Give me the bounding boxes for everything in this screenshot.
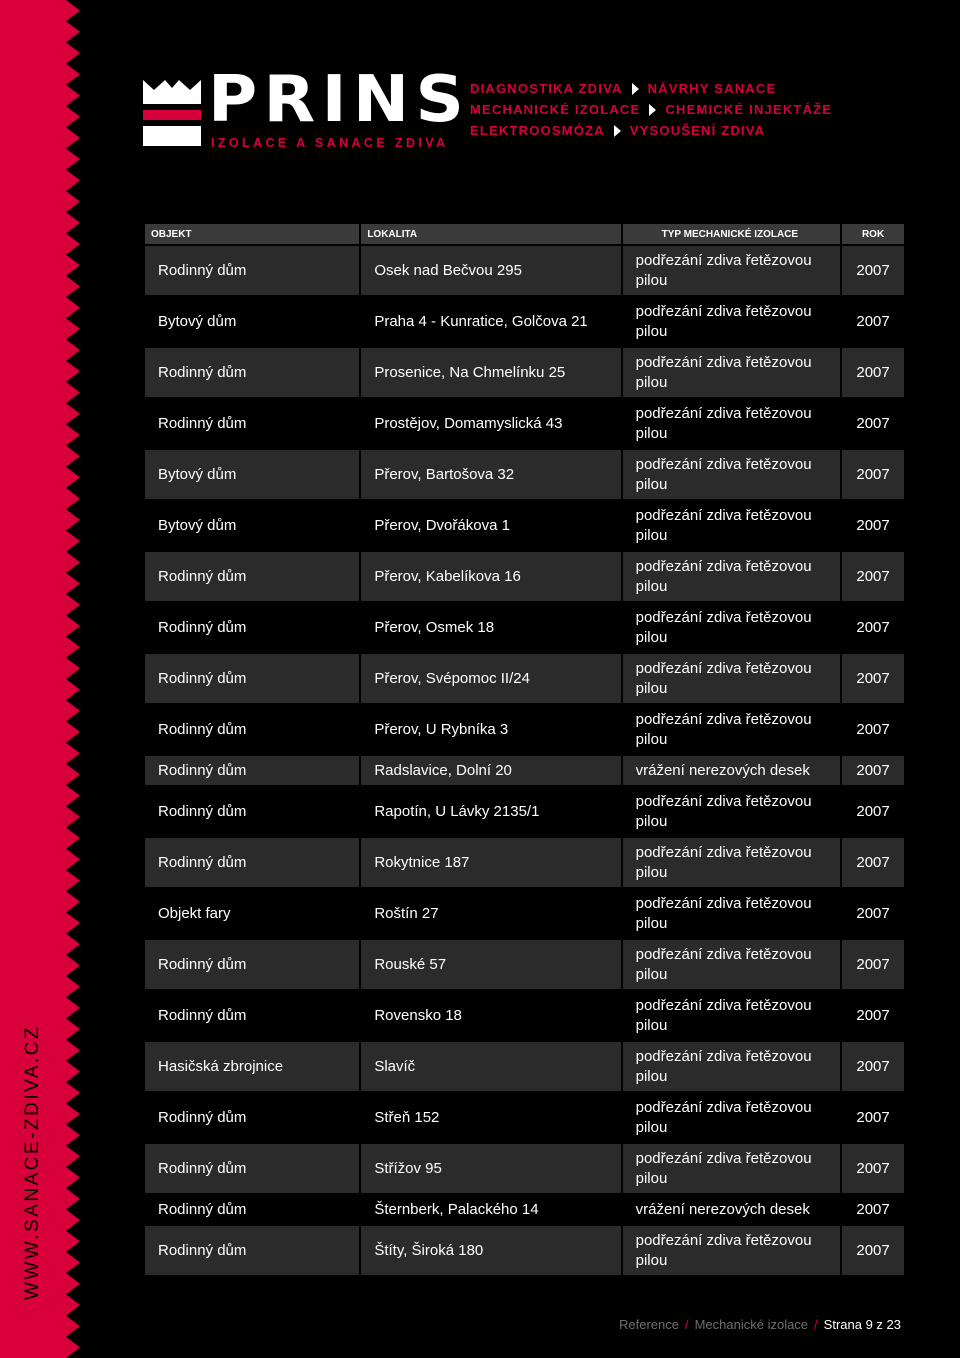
cell-rok: 2007 [842, 450, 904, 499]
cell-typ: podřezání zdiva řetězovou pilou [623, 991, 841, 1040]
cell-typ: podřezání zdiva řetězovou pilou [623, 348, 841, 397]
cell-lokalita: Střeň 152 [361, 1093, 620, 1142]
cell-rok: 2007 [842, 1093, 904, 1142]
cell-lokalita: Praha 4 - Kunratice, Golčova 21 [361, 297, 620, 346]
cell-rok: 2007 [842, 756, 904, 785]
table-row [145, 1226, 904, 1275]
table-header-row [145, 224, 904, 244]
table-row [145, 1195, 904, 1224]
arrow-right-icon [649, 104, 656, 116]
cell-objekt: Rodinný dům [145, 399, 359, 448]
cell-rok: 2007 [842, 991, 904, 1040]
cell-typ: podřezání zdiva řetězovou pilou [623, 501, 841, 550]
arrow-right-icon [614, 125, 621, 137]
cell-objekt: Rodinný dům [145, 1144, 359, 1193]
cell-objekt: Rodinný dům [145, 552, 359, 601]
services-line [470, 78, 832, 99]
cell-objekt: Bytový dům [145, 297, 359, 346]
cell-objekt: Rodinný dům [145, 246, 359, 295]
cell-typ: vrážení nerezových desek [623, 756, 841, 785]
table-row [145, 705, 904, 754]
table-row [145, 940, 904, 989]
cell-rok: 2007 [842, 838, 904, 887]
cell-rok: 2007 [842, 1042, 904, 1091]
table-row [145, 838, 904, 887]
table-body [145, 246, 904, 1275]
cell-lokalita: Osek nad Bečvou 295 [361, 246, 620, 295]
cell-typ: podřezání zdiva řetězovou pilou [623, 1093, 841, 1142]
cell-typ: podřezání zdiva řetězovou pilou [623, 1144, 841, 1193]
table-row [145, 297, 904, 346]
table-row [145, 603, 904, 652]
table-row [145, 889, 904, 938]
cell-rok: 2007 [842, 705, 904, 754]
cell-lokalita: Prostějov, Domamyslická 43 [361, 399, 620, 448]
cell-objekt: Rodinný dům [145, 940, 359, 989]
cell-typ: vrážení nerezových desek [623, 1195, 841, 1224]
cell-objekt: Rodinný dům [145, 1093, 359, 1142]
cell-objekt: Rodinný dům [145, 991, 359, 1040]
table-row [145, 756, 904, 785]
cell-rok: 2007 [842, 399, 904, 448]
cell-rok: 2007 [842, 1144, 904, 1193]
table-row [145, 552, 904, 601]
cell-lokalita: Roštín 27 [361, 889, 620, 938]
service-item: VYSOUŠENÍ ZDIVA [629, 123, 766, 138]
cell-typ: podřezání zdiva řetězovou pilou [623, 787, 841, 836]
cell-rok: 2007 [842, 654, 904, 703]
brand-tagline: IZOLACE A SANACE ZDIVA [211, 136, 449, 150]
cell-typ: podřezání zdiva řetězovou pilou [623, 297, 841, 346]
column-header-typ: TYP MECHANICKÉ IZOLACE [623, 224, 841, 244]
footer-subsection: Mechanické izolace [694, 1317, 809, 1332]
cell-rok: 2007 [842, 246, 904, 295]
reference-table [143, 222, 906, 1277]
footer-separator: / [684, 1317, 689, 1332]
service-item: MECHANICKÉ IZOLACE [470, 102, 641, 117]
cell-typ: podřezání zdiva řetězovou pilou [623, 940, 841, 989]
cell-objekt: Bytový dům [145, 501, 359, 550]
cell-objekt: Rodinný dům [145, 654, 359, 703]
crown-logo-icon [143, 80, 201, 146]
footer-section: Reference [618, 1317, 679, 1332]
brand-name: PRINS [208, 63, 471, 137]
cell-typ: podřezání zdiva řetězovou pilou [623, 552, 841, 601]
services-menu [470, 78, 832, 141]
cell-lokalita: Rovensko 18 [361, 991, 620, 1040]
table-row [145, 787, 904, 836]
cell-lokalita: Rapotín, U Lávky 2135/1 [361, 787, 620, 836]
cell-objekt: Rodinný dům [145, 838, 359, 887]
cell-typ: podřezání zdiva řetězovou pilou [623, 838, 841, 887]
cell-typ: podřezání zdiva řetězovou pilou [623, 603, 841, 652]
cell-lokalita: Přerov, Osmek 18 [361, 603, 620, 652]
cell-lokalita: Rokytnice 187 [361, 838, 620, 887]
cell-lokalita: Střížov 95 [361, 1144, 620, 1193]
cell-objekt: Rodinný dům [145, 348, 359, 397]
cell-objekt: Rodinný dům [145, 756, 359, 785]
column-header-lokalita: LOKALITA [361, 224, 620, 244]
column-header-objekt: OBJEKT [145, 224, 359, 244]
cell-objekt: Rodinný dům [145, 603, 359, 652]
table-row [145, 654, 904, 703]
page-number: Strana 9 z 23 [823, 1317, 901, 1332]
table-row [145, 1042, 904, 1091]
cell-rok: 2007 [842, 940, 904, 989]
service-item: ELEKTROOSMÓZA [470, 123, 605, 138]
cell-typ: podřezání zdiva řetězovou pilou [623, 1226, 841, 1275]
cell-objekt: Rodinný dům [145, 705, 359, 754]
cell-lokalita: Přerov, Kabelíkova 16 [361, 552, 620, 601]
cell-rok: 2007 [842, 1195, 904, 1224]
table-row [145, 399, 904, 448]
cell-objekt: Rodinný dům [145, 787, 359, 836]
cell-rok: 2007 [842, 603, 904, 652]
cell-rok: 2007 [842, 552, 904, 601]
page-footer [619, 1317, 901, 1332]
cell-typ: podřezání zdiva řetězovou pilou [623, 450, 841, 499]
footer-separator: / [814, 1317, 818, 1332]
cell-typ: podřezání zdiva řetězovou pilou [623, 654, 841, 703]
service-item: CHEMICKÉ INJEKTÁŽE [665, 102, 833, 117]
table-row [145, 991, 904, 1040]
table-row [145, 1093, 904, 1142]
table-row [145, 450, 904, 499]
service-item: NÁVRHY SANACE [647, 81, 777, 96]
table-row [145, 501, 904, 550]
cell-lokalita: Přerov, Bartošova 32 [361, 450, 620, 499]
cell-lokalita: Šternberk, Palackého 14 [361, 1195, 620, 1224]
cell-objekt: Rodinný dům [145, 1195, 359, 1224]
cell-lokalita: Přerov, Svépomoc II/24 [361, 654, 620, 703]
cell-rok: 2007 [842, 501, 904, 550]
cell-typ: podřezání zdiva řetězovou pilou [623, 399, 841, 448]
cell-typ: podřezání zdiva řetězovou pilou [623, 1042, 841, 1091]
services-line [470, 120, 832, 141]
column-header-rok: ROK [842, 224, 904, 244]
cell-lokalita: Přerov, U Rybníka 3 [361, 705, 620, 754]
table-row [145, 348, 904, 397]
arrow-right-icon [632, 83, 639, 95]
service-item: DIAGNOSTIKA ZDIVA [470, 81, 623, 96]
cell-lokalita: Slavíč [361, 1042, 620, 1091]
cell-objekt: Hasičská zbrojnice [145, 1042, 359, 1091]
cell-objekt: Rodinný dům [145, 1226, 359, 1275]
cell-lokalita: Přerov, Dvořákova 1 [361, 501, 620, 550]
services-line [470, 99, 832, 120]
cell-rok: 2007 [842, 889, 904, 938]
cell-lokalita: Prosenice, Na Chmelínku 25 [361, 348, 620, 397]
cell-rok: 2007 [842, 348, 904, 397]
table-row [145, 246, 904, 295]
cell-rok: 2007 [842, 787, 904, 836]
cell-typ: podřezání zdiva řetězovou pilou [623, 705, 841, 754]
cell-rok: 2007 [842, 297, 904, 346]
cell-objekt: Bytový dům [145, 450, 359, 499]
cell-objekt: Objekt fary [145, 889, 359, 938]
cell-lokalita: Radslavice, Dolní 20 [361, 756, 620, 785]
cell-lokalita: Rouské 57 [361, 940, 620, 989]
cell-typ: podřezání zdiva řetězovou pilou [623, 246, 841, 295]
cell-typ: podřezání zdiva řetězovou pilou [623, 889, 841, 938]
website-url: WWW.SANACE-ZDIVA.CZ [22, 1024, 43, 1300]
cell-lokalita: Štíty, Široká 180 [361, 1226, 620, 1275]
table-row [145, 1144, 904, 1193]
cell-rok: 2007 [842, 1226, 904, 1275]
